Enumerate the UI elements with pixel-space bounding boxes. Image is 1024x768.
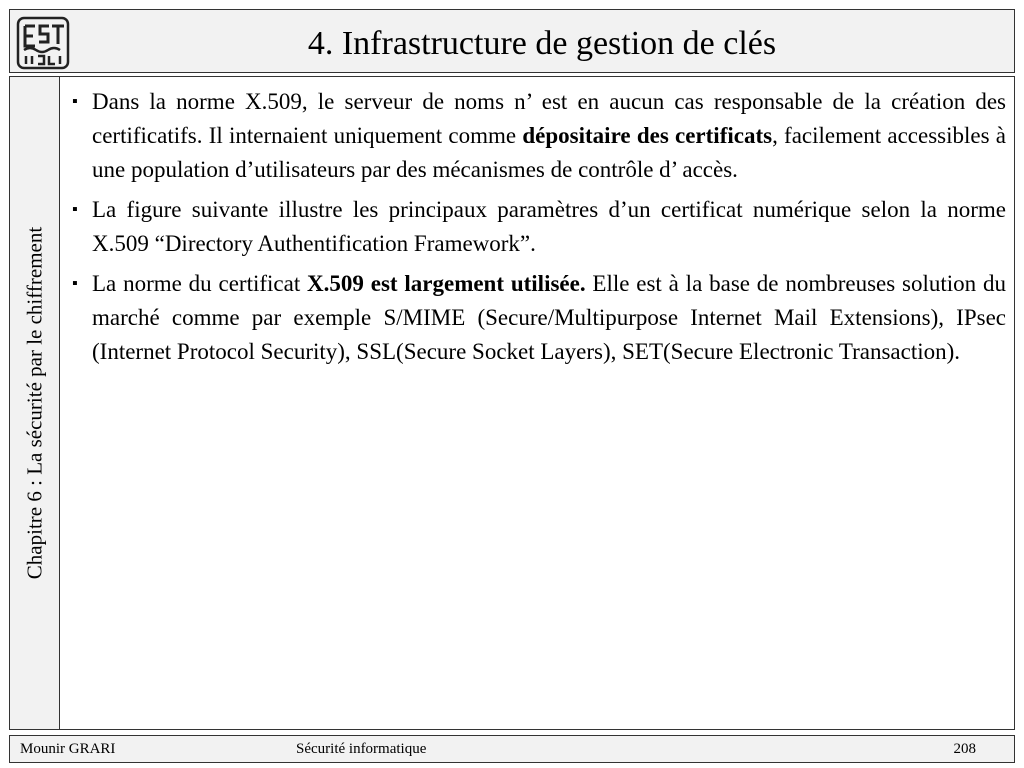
page-number: 208: [953, 741, 976, 757]
list-item: [72, 267, 1006, 369]
list-item: [72, 85, 1006, 187]
slide-footer: [9, 735, 1015, 763]
bullet-text: La norme du certificat: [92, 271, 308, 296]
bullet-text: Elle est à la base de nombreuses solution du marché comme par exemple S/MIME (Secure/Multipurpose Internet Mail Extensions), IPsec (Internet Protocol Security), SSL(Secure Socket Layers), SET(Secure Electronic Transaction).: [92, 271, 1006, 364]
slide-header: [9, 9, 1015, 73]
footer-course: Sécurité informatique: [296, 741, 427, 757]
bullet-square-icon: ▪: [72, 93, 78, 110]
bullet-square-icon: ▪: [72, 275, 78, 292]
list-item: [72, 193, 1006, 261]
bullet-bold-text: X.509 est largement utilisée.: [307, 271, 586, 296]
esto-logo-icon: [16, 16, 70, 70]
bullet-square-icon: ▪: [72, 201, 78, 218]
bullet-text: Dans la norme X.509, le serveur de noms n’ est en aucun cas responsable de la création des certificatifs. Il internaient uniquement comme: [92, 89, 1006, 148]
page-title: 4. Infrastructure de gestion de clés: [307, 25, 777, 62]
bullet-list: [72, 85, 1006, 375]
slide-body: [9, 76, 1015, 730]
bullet-bold-text: dépositaire des certificats: [522, 123, 773, 148]
footer-author: Mounir GRARI: [20, 741, 116, 757]
chapter-sidebar: [10, 77, 60, 729]
chapter-label: Chapitre 6 : La sécurité par le chiffrement: [22, 226, 47, 580]
bullet-text: La figure suivante illustre les principaux paramètres d’un certificat numérique selon la norme X.509 “Directory Authentification Framework”.: [92, 197, 1006, 256]
bullet-text: , facilement accessibles à une population d’utilisateurs par des mécanismes de contrôle d’ accès.: [92, 123, 1006, 182]
